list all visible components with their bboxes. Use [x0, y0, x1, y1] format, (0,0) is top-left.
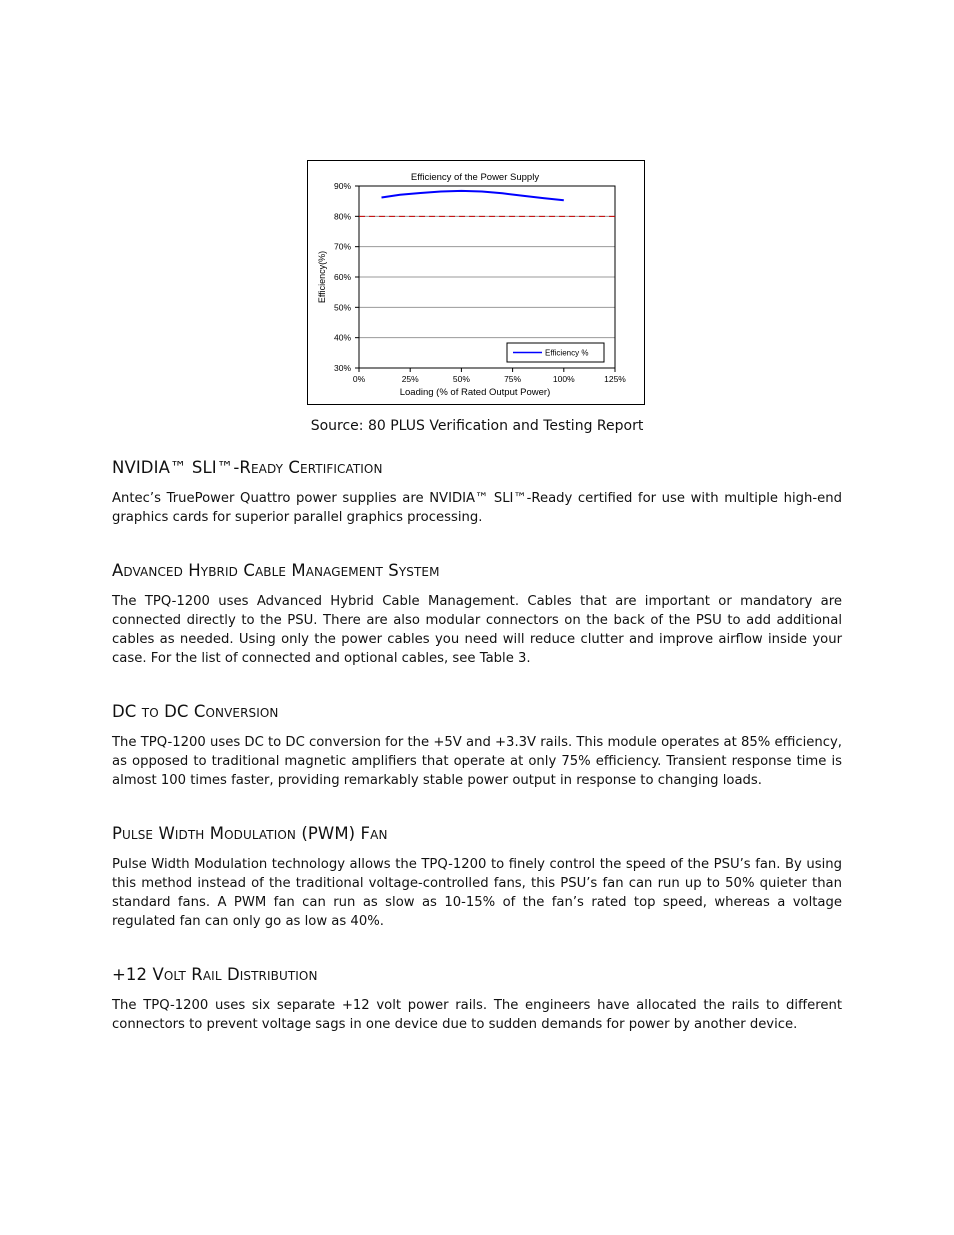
section-heading: Advanced Hybrid Cable Management System — [112, 561, 440, 580]
chart-x-axis-label: Loading (% of Rated Output Power) — [399, 387, 551, 398]
section-body: The TPQ-1200 uses Advanced Hybrid Cable Management. Cables that are important or mandatory are connected directly to the PSU. There are also modular connectors on the back of the PSU to add additional cables as needed. Using only the power cables you need will reduce clutter and improve airflow inside your case. For the list of connected and optional cables, see Table 3. — [112, 594, 842, 666]
chart-x-tick-label: 25% — [401, 374, 419, 384]
section-12v-rails — [112, 964, 842, 1034]
section-body: Pulse Width Modulation technology allows the TPQ-1200 to finely control the speed of the PSU’s fan. By using this method instead of the traditional voltage-controlled fans, this PSU’s fan can run up to 50% quieter than standard fans. A PWM fan can run as slow as 10-15% of the fan’s rated top speed, whereas a voltage regulated fan can only go as low as 40%. — [112, 857, 842, 929]
chart-y-tick-label: 40% — [333, 332, 351, 343]
chart-series-line — [382, 191, 564, 200]
section-cable-management — [112, 560, 842, 668]
chart-y-tick-label: 50% — [333, 302, 351, 313]
chart-x-tick-label: 0% — [352, 374, 366, 384]
chart-y-axis-label: Efficiency(%) — [317, 250, 327, 304]
chart-x-tick-label: 125% — [604, 374, 626, 384]
chart-x-tick-label: 75% — [504, 374, 522, 384]
chart-x-tick-label: 100% — [552, 374, 575, 384]
section-sli-ready — [112, 457, 842, 527]
section-dc-conversion — [112, 701, 842, 790]
section-body: Antec’s TruePower Quattro power supplies are NVIDIA™ SLI™-Ready certified for use with multiple high-end graphics cards for superior parallel graphics processing. — [112, 491, 842, 525]
efficiency-chart-svg — [308, 161, 644, 404]
chart-y-tick-label: 90% — [333, 181, 351, 191]
chart-y-tick-label: 70% — [333, 241, 351, 252]
section-body: The TPQ-1200 uses six separate +12 volt power rails. The engineers have allocated the rails to different connectors to prevent voltage sags in one device due to sudden demands for power by another device. — [112, 998, 842, 1032]
section-heading: DC to DC Conversion — [112, 702, 279, 721]
figure-caption: Source: 80 PLUS Verification and Testing Report — [310, 418, 644, 434]
section-heading: NVIDIA™ SLI™-Ready Certification — [112, 458, 383, 477]
chart-x-tick-label: 50% — [452, 374, 470, 384]
section-heading: +12 Volt Rail Distribution — [112, 965, 318, 984]
chart-y-tick-label: 80% — [333, 211, 351, 222]
chart-legend-label: Efficiency % — [545, 348, 589, 358]
chart-y-tick-label: 60% — [333, 272, 351, 282]
chart-title: Efficiency of the Power Supply — [410, 172, 540, 183]
section-pwm-fan — [112, 823, 842, 931]
section-heading: Pulse Width Modulation (PWM) Fan — [112, 824, 388, 843]
chart-y-tick-label: 30% — [333, 363, 351, 373]
section-body: The TPQ-1200 uses DC to DC conversion for the +5V and +3.3V rails. This module operates at 85% efficiency, as opposed to traditional magnetic amplifiers that operate at only 75% efficiency. Transient response time is almost 100 times faster, providing remarkably stable power output in response to changing loads. — [112, 735, 842, 788]
efficiency-chart — [307, 160, 645, 405]
